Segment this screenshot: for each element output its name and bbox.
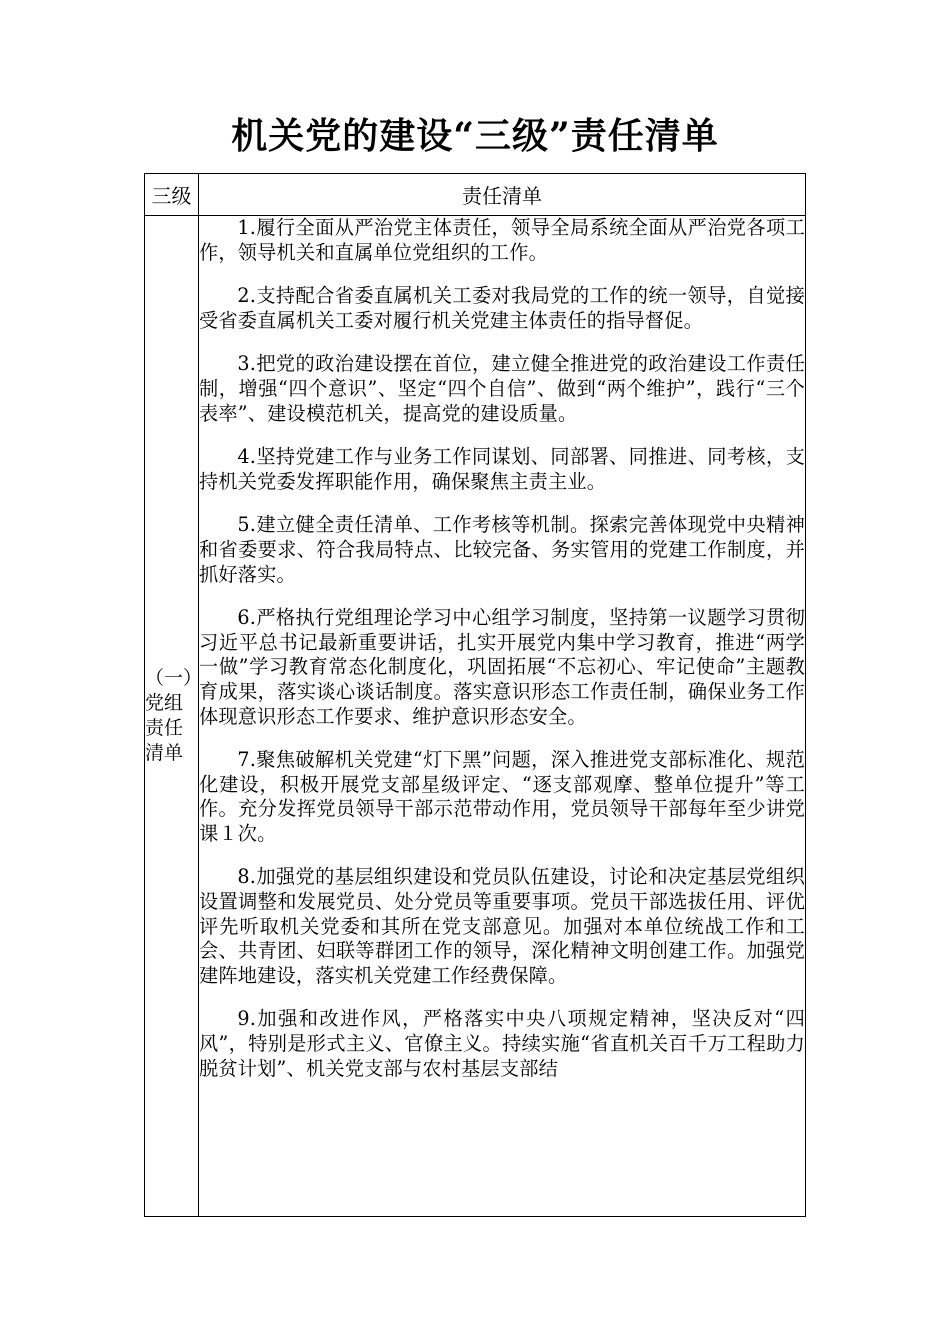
table-header-row [145,174,806,216]
list-item: 7.聚焦破解机关党建“灯下黑”问题，深入推进党支部标准化、规范化建设，积极开展党支部星级评定、“逐支部观摩、整单位提升”等工作。充分发挥党员领导干部示范带动作用，党员领导干部每年至少讲党课１次。 [199,748,805,845]
list-item: 6.严格执行党组理论学习中心组学习制度，坚持第一议题学习贯彻习近平总书记最新重要讲话，扎实开展党内集中学习教育，推进“两学一做”学习教育常态化制度化，巩固拓展“不忘初心、牢记使命”主题教育成果，落实谈心谈话制度。落实意识形态工作责任制，确保业务工作体现意识形态工作要求、维护意识形态安全。 [199,606,805,728]
list-item: 4.坚持党建工作与业务工作同谋划、同部署、同推进、同考核，支持机关党委发挥职能作用，确保聚焦主责主业。 [199,445,805,493]
page-title: 机关党的建设“三级”责任清单 [231,115,719,157]
header-responsibility-list: 责任清单 [199,174,806,216]
list-item: 8.加强党的基层组织建设和党员队伍建设，讨论和决定基层党组织设置调整和发展党员、处分党员等重要事项。党员干部选拔任用、评优评先听取机关党委和其所在党支部意见。加强对本单位统战工作和工会、共青团、妇联等群团工作的领导，深化精神文明创建工作。加强党建阵地建设，落实机关党建工作经费保障。 [199,865,805,987]
responsibility-list-cell [199,216,806,1217]
responsibility-list [199,216,805,1209]
list-item: 3.把党的政治建设摆在首位，建立健全推进党的政治建设工作责任制，增强“四个意识”、坚定“四个自信”、做到“两个维护”，践行“三个表率”、建设模范机关，提高党的建设质量。 [199,352,805,425]
responsibility-table [144,173,806,1217]
list-item: 9.加强和改进作风，严格落实中央八项规定精神，坚决反对“四风”，特别是形式主义、官僚主义。持续实施“省直机关百千万工程助力脱贫计划”、机关党支部与农村基层支部结 [199,1007,805,1080]
list-item: 5.建立健全责任清单、工作考核等机制。探索完善体现党中央精神和省委要求、符合我局特点、比较完备、务实管用的党建工作制度，并抓好落实。 [199,513,805,586]
level-cell [145,216,203,1217]
list-item: 2.支持配合省委直属机关工委对我局党的工作的统一领导，自觉接受省委直属机关工委对履行机关党建主体责任的指导督促。 [199,284,805,332]
list-item: 1.履行全面从严治党主体责任，领导全局系统全面从严治党各项工作，领导机关和直属单位党组织的工作。 [199,216,805,264]
header-level: 三级 [145,174,199,216]
table-row [145,216,806,1217]
level-label: （一）党组责任清单 [145,667,203,764]
